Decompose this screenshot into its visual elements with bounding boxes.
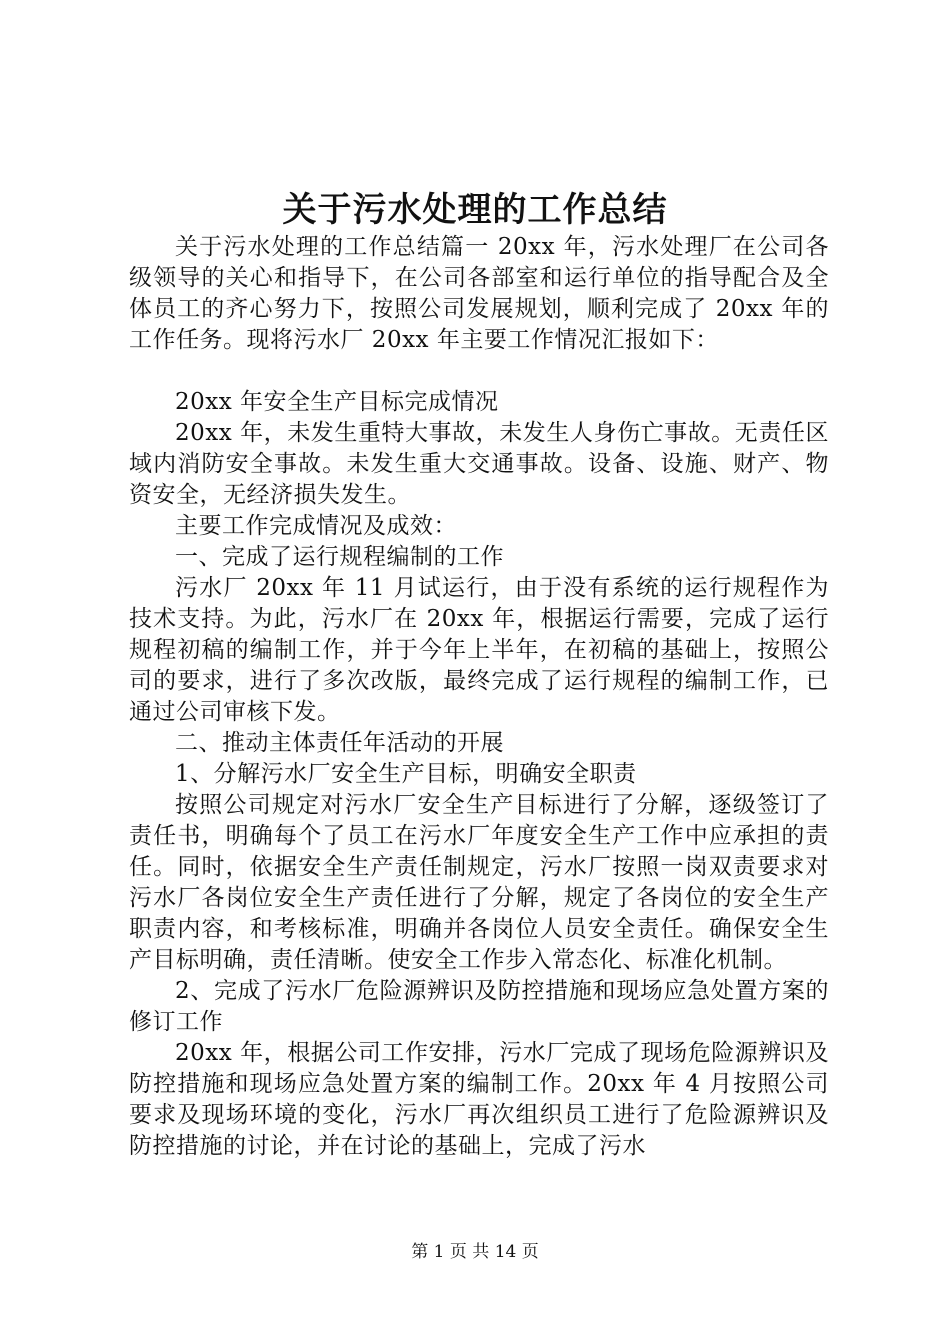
paragraph-hazard-identification: 20xx 年，根据公司工作安排，污水厂完成了现场危险源辨识及防控措施和现场应急处置方案的编制工作。20xx 年 4 月按照公司要求及现场环境的变化，污水厂再次组织员工进行了危险源辨识及防控措施的讨论，并在讨论的基础上，完成了污水 [129,1040,829,1159]
paragraph-heading-subsection-2: 2、完成了污水厂危险源辨识及防控措施和现场应急处置方案的修订工作 [129,978,829,1035]
document-body [129,232,829,1162]
paragraph-responsibility: 按照公司规定对污水厂安全生产目标进行了分解，逐级签订了责任书，明确每个了员工在污水厂年度安全生产工作中应承担的责任。同时，依据安全生产责任制规定，污水厂按照一岗双责要求对污水厂各岗位安全生产责任进行了分解，规定了各岗位的安全生产职责内容，和考核标准，明确并各岗位人员安全责任。确保安全生产目标明确，责任清晰。使安全工作步入常态化、标准化机制。 [129,792,829,973]
paragraph-heading-main-work: 主要工作完成情况及成效： [175,513,457,539]
paragraph-safety-result: 20xx 年，未发生重特大事故，未发生人身伤亡事故。无责任区域内消防安全事故。未发生重大交通事故。设备、设施、财产、物资安全，无经济损失发生。 [129,420,829,508]
paragraph-heading-subsection-1: 1、分解污水厂安全生产目标，明确安全职责 [175,761,637,787]
paragraph-heading-section-1: 一、完成了运行规程编制的工作 [175,544,504,570]
paragraph-intro: 关于污水处理的工作总结篇一 20xx 年，污水处理厂在公司各级领导的关心和指导下，在公司各部室和运行单位的指导配合及全体员工的齐心努力下，按照公司发展规划，顺利完成了 20xx 年的工作任务。现将污水厂 20xx 年主要工作情况汇报如下： [129,234,829,353]
page-title: 关于污水处理的工作总结 [282,190,668,230]
page-number: 第 1 页 共 14 页 [411,1242,539,1262]
paragraph-heading-safety-goal: 20xx 年安全生产目标完成情况 [175,389,499,415]
paragraph-operating-rules: 污水厂 20xx 年 11 月试运行，由于没有系统的运行规程作为技术支持。为此，污水厂在 20xx 年，根据运行需要，完成了运行规程初稿的编制工作，并于今年上半年，在初稿的基础上，按照公司的要求，进行了多次改版，最终完成了运行规程的编制工作，已通过公司审核下发。 [129,575,829,725]
paragraph-heading-section-2: 二、推动主体责任年活动的开展 [175,730,504,756]
